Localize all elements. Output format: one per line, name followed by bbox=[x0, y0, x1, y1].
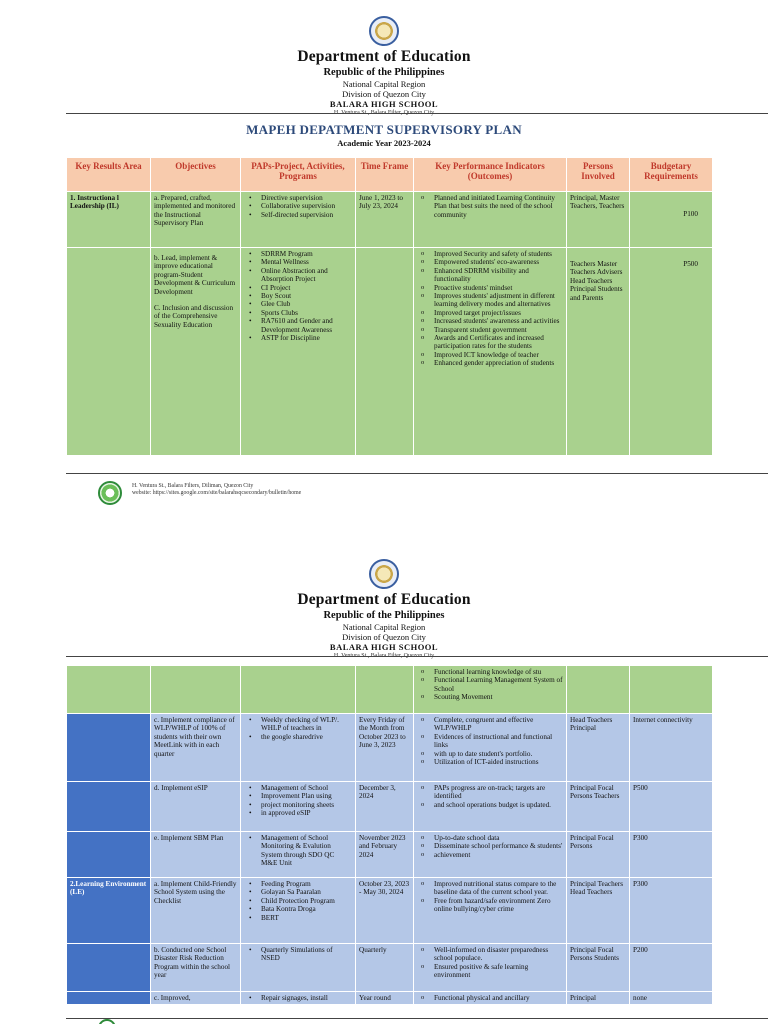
paps-cell bbox=[241, 192, 356, 248]
table-row bbox=[67, 832, 713, 878]
pap-item: • CI Project bbox=[244, 284, 352, 292]
kpi-item: o Enhanced gender appreciation of students bbox=[417, 359, 563, 367]
persons-cell bbox=[567, 782, 630, 832]
pap-item: • in approved eSIP bbox=[244, 809, 352, 817]
paps-cell bbox=[241, 944, 356, 992]
kpi-item: o achievement bbox=[417, 851, 563, 859]
budget-cell bbox=[630, 714, 713, 782]
table-header-row bbox=[67, 158, 713, 192]
kpi-list bbox=[417, 946, 563, 980]
kpi-cell bbox=[414, 192, 567, 248]
pap-list bbox=[244, 946, 352, 963]
pap-item: • Repair signages, install bbox=[244, 994, 352, 1002]
kpi-item: o Functional learning knowledge of stu bbox=[417, 668, 563, 676]
kpi-item: o and school operations budget is updated. bbox=[417, 801, 563, 809]
pap-item: • Management of School bbox=[244, 784, 352, 792]
paps-cell bbox=[241, 714, 356, 782]
kra-cell bbox=[67, 944, 151, 992]
persons-cell bbox=[567, 944, 630, 992]
kpi-list bbox=[417, 194, 563, 219]
footer-text bbox=[132, 483, 532, 497]
pap-item: • Online Abstraction and Absorption Project bbox=[244, 267, 352, 284]
kpi-item: o Transparent student government bbox=[417, 326, 563, 334]
time-frame-text: Year round bbox=[359, 994, 391, 1002]
school-name: BALARA HIGH SCHOOL bbox=[329, 99, 439, 109]
col-header-objectives: Objectives bbox=[151, 158, 241, 192]
budget-cell bbox=[630, 992, 713, 1005]
pap-item: • Boy Scout bbox=[244, 292, 352, 300]
budget-text: Internet connectivity bbox=[633, 716, 693, 724]
region-name: National Capital Region bbox=[342, 79, 426, 89]
paps-cell bbox=[241, 666, 356, 714]
col-header-time-frame: Time Frame bbox=[356, 158, 414, 192]
persons-cell bbox=[567, 192, 630, 248]
kra-cell bbox=[67, 992, 151, 1005]
kpi-item: o Functional Learning Management System of School bbox=[417, 676, 563, 693]
kra-text: 2.Learning Environment (LE) bbox=[70, 880, 147, 897]
budget-text: P200 bbox=[633, 946, 648, 954]
kpi-item: o Free from hazard/safe environment Zero online bullying/cyber crime bbox=[417, 897, 563, 914]
persons-text: Principal Focal Persons bbox=[570, 834, 614, 851]
col-header-budget: Budgetary Requirements bbox=[630, 158, 713, 192]
kpi-item: o Well-informed on disaster preparedness school populace. bbox=[417, 946, 563, 963]
objectives-cell bbox=[151, 666, 241, 714]
time-frame-text: June 1, 2023 to July 23, 2024 bbox=[359, 194, 403, 211]
republic-name: Republic of the Philippines bbox=[323, 67, 445, 78]
time-frame-cell bbox=[356, 248, 414, 456]
pap-list bbox=[244, 994, 352, 1002]
persons-text: Principal Focal Persons Teachers bbox=[570, 784, 620, 801]
deped-seal-icon bbox=[369, 16, 399, 46]
objective-text: b. Conducted one School Disaster Risk Reduction Program within the school year bbox=[154, 946, 231, 980]
pap-item: • the google sharedrive bbox=[244, 733, 352, 741]
school-address: H. Ventura St., Balara Filter, Quezon City bbox=[333, 110, 435, 116]
header-divider bbox=[66, 113, 768, 114]
header-divider bbox=[66, 656, 768, 657]
col-header-kra: Key Results Area bbox=[67, 158, 151, 192]
persons-cell bbox=[567, 714, 630, 782]
kra-cell bbox=[67, 666, 151, 714]
pap-item: • Feeding Program bbox=[244, 880, 352, 888]
paps-cell bbox=[241, 832, 356, 878]
kra-cell bbox=[67, 832, 151, 878]
objectives-cell bbox=[151, 192, 241, 248]
pap-item: • project monitoring sheets bbox=[244, 801, 352, 809]
kra-cell bbox=[67, 248, 151, 456]
pap-item: • Sports Clubs bbox=[244, 309, 352, 317]
letterhead-page-2 bbox=[0, 559, 768, 660]
document-page-2 bbox=[0, 555, 768, 1024]
kpi-cell bbox=[414, 666, 567, 714]
kra-cell bbox=[67, 192, 151, 248]
time-frame-cell bbox=[356, 992, 414, 1005]
objectives-cell bbox=[151, 832, 241, 878]
kpi-item: o Awards and Certificates and increased participation rates for the students bbox=[417, 334, 563, 351]
persons-cell bbox=[567, 666, 630, 714]
kpi-list bbox=[417, 250, 563, 368]
pap-item: • Golayan Sa Paaralan bbox=[244, 888, 352, 896]
kpi-list bbox=[417, 994, 563, 1002]
pap-item: • Directive supervision bbox=[244, 194, 352, 202]
persons-cell bbox=[567, 832, 630, 878]
school-logo-icon bbox=[98, 481, 122, 505]
kpi-item: o Proactive students' mindset bbox=[417, 284, 563, 292]
pap-item: • Quarterly Simulations of NSED bbox=[244, 946, 352, 963]
footer-divider bbox=[66, 473, 768, 474]
budget-cell bbox=[630, 878, 713, 944]
col-header-kpi: Key Performance Indicators (Outcomes) bbox=[414, 158, 567, 192]
time-frame-text: October 23, 2023 - May 30, 2024 bbox=[359, 880, 410, 897]
paps-cell bbox=[241, 248, 356, 456]
persons-cell bbox=[567, 878, 630, 944]
table-row bbox=[67, 782, 713, 832]
persons-text: Head Teachers Principal bbox=[570, 716, 613, 733]
kpi-item: o Improved nutritional status compare to the baseline data of the current school year. bbox=[417, 880, 563, 897]
kpi-item: o Up-to-date school data bbox=[417, 834, 563, 842]
pap-item: • Management of School Monitoring & Evalution System through SDO QC M&E Unit bbox=[244, 834, 352, 868]
kpi-item: o Scouting Movement bbox=[417, 693, 563, 701]
budget-text: none bbox=[633, 994, 647, 1002]
pap-item: • Collaborative supervision bbox=[244, 202, 352, 210]
paps-cell bbox=[241, 992, 356, 1005]
kpi-item: o Complete, congruent and effective WLP/WHLP bbox=[417, 716, 563, 733]
kpi-item: o Improved Security and safety of students bbox=[417, 250, 563, 258]
time-frame-cell bbox=[356, 944, 414, 992]
persons-text: Principal Teachers Head Teachers bbox=[570, 880, 624, 897]
objective-text: C. Inclusion and discussion of the Comprehensive Sexuality Education bbox=[154, 304, 234, 329]
time-frame-cell bbox=[356, 782, 414, 832]
budget-cell bbox=[630, 832, 713, 878]
time-frame-text: November 2023 and February 2024 bbox=[359, 834, 406, 859]
kpi-cell bbox=[414, 992, 567, 1005]
kra-cell bbox=[67, 878, 151, 944]
kpi-item: o Functional physical and ancillary bbox=[417, 994, 563, 1002]
objectives-cell bbox=[151, 782, 241, 832]
table-row bbox=[67, 248, 713, 456]
budget-cell bbox=[630, 782, 713, 832]
kpi-item: o Enhanced SDRRM visibility and functionality bbox=[417, 267, 563, 284]
time-frame-text: Quarterly bbox=[359, 946, 387, 954]
pap-item: • Self-directed supervision bbox=[244, 211, 352, 219]
persons-text: Principal bbox=[570, 994, 596, 1002]
pap-list bbox=[244, 194, 352, 219]
budget-text: P500 bbox=[683, 260, 698, 268]
kra-text: 1. Instructiona l Leadership (IL) bbox=[70, 194, 119, 211]
objectives-cell bbox=[151, 878, 241, 944]
table-row bbox=[67, 878, 713, 944]
kpi-item: o Improved target project/issues bbox=[417, 309, 563, 317]
pap-item: • BERT bbox=[244, 914, 352, 922]
objective-text: a. Prepared, crafted, implemented and monitored the Instructional Supervisory Plan bbox=[154, 194, 236, 228]
objectives-cell bbox=[151, 248, 241, 456]
pap-item: • ASTP for Discipline bbox=[244, 334, 352, 342]
kpi-item: o Utilization of ICT-aided instructions bbox=[417, 758, 563, 766]
budget-cell bbox=[630, 248, 713, 456]
footer-divider bbox=[66, 1018, 768, 1019]
department-name: Department of Education bbox=[297, 591, 471, 608]
persons-text: Teachers Master Teachers Advisers Head Teachers Principal Students and Parents bbox=[570, 260, 623, 302]
table-row bbox=[67, 192, 713, 248]
objective-text: c. Improved, bbox=[154, 994, 191, 1002]
plan-table-page-2 bbox=[66, 665, 713, 1005]
kpi-cell bbox=[414, 782, 567, 832]
kpi-item: o Planned and initiated Learning Continuity Plan that best suits the need of the school community bbox=[417, 194, 563, 219]
kpi-cell bbox=[414, 714, 567, 782]
division-name: Division of Quezon City bbox=[342, 632, 426, 642]
pap-item: • SDRRM Program bbox=[244, 250, 352, 258]
persons-text: Principal Focal Persons Students bbox=[570, 946, 619, 963]
pap-item: • Child Protection Program bbox=[244, 897, 352, 905]
kpi-item: o Improved ICT knowledge of teacher bbox=[417, 351, 563, 359]
time-frame-cell bbox=[356, 666, 414, 714]
table-row bbox=[67, 714, 713, 782]
kpi-item: o Evidences of instructional and functional links bbox=[417, 733, 563, 750]
kpi-list bbox=[417, 716, 563, 766]
school-name: BALARA HIGH SCHOOL bbox=[329, 642, 439, 652]
pap-item: • Weekly checking of WLP/. WHLP of teachers in bbox=[244, 716, 352, 733]
plan-title: MAPEH DEPATMENT SUPERVISORY PLAN bbox=[246, 122, 522, 137]
budget-cell bbox=[630, 192, 713, 248]
persons-cell bbox=[567, 992, 630, 1005]
plan-table-page-1 bbox=[66, 157, 713, 456]
kpi-item: o Ensured positive & safe learning environment bbox=[417, 963, 563, 980]
republic-name: Republic of the Philippines bbox=[323, 610, 445, 621]
kpi-cell bbox=[414, 878, 567, 944]
objective-text: c. Implement compliance of WLP/WHLP of 100% of students with their own MeetLink with in each quarter bbox=[154, 716, 235, 758]
objectives-cell bbox=[151, 714, 241, 782]
kpi-item: o Empowered students' eco-awareness bbox=[417, 258, 563, 266]
deped-seal-icon bbox=[369, 559, 399, 589]
budget-text: P300 bbox=[633, 834, 648, 842]
time-frame-cell bbox=[356, 714, 414, 782]
objective-text: d. Implement eSIP bbox=[154, 784, 208, 792]
budget-text: P300 bbox=[633, 880, 648, 888]
pap-list bbox=[244, 784, 352, 818]
objectives-cell bbox=[151, 944, 241, 992]
time-frame-text: December 3, 2024 bbox=[359, 784, 396, 801]
kpi-item: o Increased students' awareness and activities bbox=[417, 317, 563, 325]
pap-item: • Glee Club bbox=[244, 300, 352, 308]
col-header-persons: Persons Involved bbox=[567, 158, 630, 192]
kpi-cell bbox=[414, 944, 567, 992]
budget-cell bbox=[630, 666, 713, 714]
kra-cell bbox=[67, 782, 151, 832]
pap-list bbox=[244, 880, 352, 922]
kpi-cell bbox=[414, 248, 567, 456]
objective-text: a. Implement Child-Friendly School System using the Checklist bbox=[154, 880, 237, 905]
kpi-cell bbox=[414, 832, 567, 878]
kpi-list bbox=[417, 880, 563, 914]
objective-text: b. Lead, implement & improve educational program-Student Development & Curriculum Development bbox=[154, 254, 236, 296]
persons-cell bbox=[567, 248, 630, 456]
persons-text: Principal, Master Teachers, Teachers bbox=[570, 194, 625, 211]
pap-list bbox=[244, 834, 352, 868]
paps-cell bbox=[241, 878, 356, 944]
budget-text: P500 bbox=[633, 784, 648, 792]
objective-text: e. Implement SBM Plan bbox=[154, 834, 224, 842]
footer-address: H. Ventura St., Balara Filters, Diliman, Quezon City bbox=[132, 483, 254, 489]
pap-item: • RA7610 and Gender and Development Awareness bbox=[244, 317, 352, 334]
table-row bbox=[67, 992, 713, 1005]
pap-item: • Improvement Plan using bbox=[244, 792, 352, 800]
region-name: National Capital Region bbox=[342, 622, 426, 632]
school-address: H. Ventura St., Balara Filter, Quezon City bbox=[333, 653, 435, 659]
table-row bbox=[67, 944, 713, 992]
kpi-item: o Improves students' adjustment in different learning delivery modes and alternatives bbox=[417, 292, 563, 309]
kpi-list bbox=[417, 784, 563, 809]
kpi-item: o PAPs progress are on-track; targets are identified bbox=[417, 784, 563, 801]
pap-list bbox=[244, 716, 352, 741]
kra-cell bbox=[67, 714, 151, 782]
budget-cell bbox=[630, 944, 713, 992]
division-name: Division of Quezon City bbox=[342, 89, 426, 99]
kpi-item: o Disseminate school performance & students' bbox=[417, 842, 563, 850]
col-header-paps: PAPs-Project, Activities, Programs bbox=[241, 158, 356, 192]
time-frame-cell bbox=[356, 832, 414, 878]
kpi-list bbox=[417, 668, 563, 702]
pap-item: • Bata Kontra Droga bbox=[244, 905, 352, 913]
plan-year: Academic Year 2023-2024 bbox=[337, 138, 431, 148]
paps-cell bbox=[241, 782, 356, 832]
kpi-list bbox=[417, 834, 563, 859]
department-name: Department of Education bbox=[297, 48, 471, 65]
pap-item: • Mental Wellness bbox=[244, 258, 352, 266]
letterhead bbox=[0, 16, 768, 117]
kpi-item: o with up to date student's portfolio. bbox=[417, 750, 563, 758]
time-frame-cell bbox=[356, 878, 414, 944]
time-frame-cell bbox=[356, 192, 414, 248]
budget-text: P100 bbox=[683, 210, 698, 218]
table-row bbox=[67, 666, 713, 714]
footer-website[interactable]: website: https://sites.google.com/site/balarahsqcsecondary/bulletin/home bbox=[132, 490, 302, 496]
objectives-cell bbox=[151, 992, 241, 1005]
time-frame-text: Every Friday of the Month from October 2023 to June 3, 2023 bbox=[359, 716, 406, 750]
pap-list bbox=[244, 250, 352, 342]
